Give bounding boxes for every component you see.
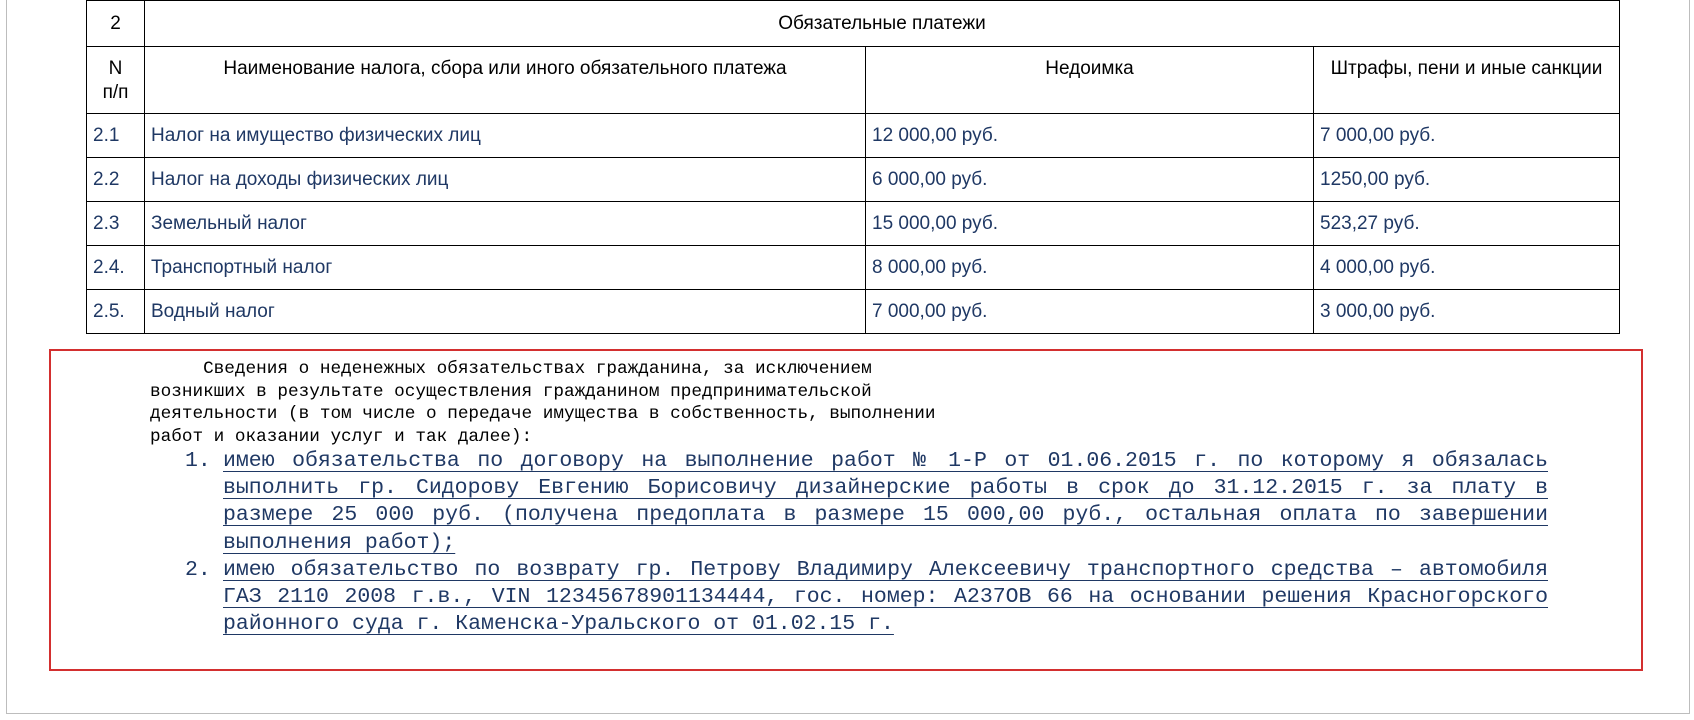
- arrears-value: 8 000,00 руб.: [866, 246, 1314, 290]
- tax-name: Налог на имущество физических лиц: [145, 114, 866, 158]
- list-item-number: 1.: [185, 449, 211, 473]
- table-row: [87, 202, 1620, 246]
- table-row: [87, 246, 1620, 290]
- penalties-value: 3 000,00 руб.: [1314, 290, 1620, 334]
- arrears-value: 7 000,00 руб.: [866, 290, 1314, 334]
- list-item-number: 2.: [185, 557, 211, 582]
- header-number: [87, 47, 145, 114]
- list-item-text: имею обязательство по возврату гр. Петрову Владимиру Алексеевичу транспортного средства – автомобиля ГАЗ 2110 2008 г.в., VIN 12345678901134444, гос. номер: А237ОВ 66 на основании решения Красногорского районного суда г. Каменска-Уральского от 01.02.15 г.: [223, 557, 1548, 637]
- tax-name: Транспортный налог: [145, 246, 866, 290]
- table-row: [87, 158, 1620, 202]
- section-row: [87, 1, 1620, 47]
- list-item: [185, 448, 1548, 557]
- arrears-value: 12 000,00 руб.: [866, 114, 1314, 158]
- tax-name: Земельный налог: [145, 202, 866, 246]
- section-number: 2: [87, 1, 145, 47]
- obligations-list: [185, 448, 1548, 638]
- row-number: 2.4.: [87, 246, 145, 290]
- tax-name: Водный налог: [145, 290, 866, 334]
- header-penalties: Штрафы, пени и иные санкции: [1314, 47, 1620, 114]
- row-number: 2.1: [87, 114, 145, 158]
- arrears-value: 15 000,00 руб.: [866, 202, 1314, 246]
- penalties-value: 7 000,00 руб.: [1314, 114, 1620, 158]
- row-number: 2.2: [87, 158, 145, 202]
- mandatory-payments-table: [86, 0, 1620, 334]
- header-name: Наименование налога, сбора или иного обязательного платежа: [145, 47, 866, 114]
- section-title: Обязательные платежи: [145, 1, 1620, 47]
- tax-name: Налог на доходы физических лиц: [145, 158, 866, 202]
- arrears-value: 6 000,00 руб.: [866, 158, 1314, 202]
- table-row: [87, 114, 1620, 158]
- penalties-value: 4 000,00 руб.: [1314, 246, 1620, 290]
- row-number: 2.3: [87, 202, 145, 246]
- list-item-text: имею обязательства по договору на выполнение работ № 1-Р от 01.06.2015 г. по которому я обязалась выполнить гр. Сидорову Евгению Борисовичу дизайнерские работы в срок до 31.12.2015 г. за плату в размере 25 000 руб. (получена предоплата в размере 15 000,00 руб., остальная оплата по завершении выполнения работ);: [223, 449, 1548, 555]
- header-arrears: Недоимка: [866, 47, 1314, 114]
- penalties-value: 1250,00 руб.: [1314, 158, 1620, 202]
- header-row: [87, 47, 1620, 114]
- list-item: [185, 557, 1548, 639]
- table-row: [87, 290, 1620, 334]
- header-number-label: N п/п: [102, 58, 129, 103]
- non-monetary-obligations-intro: Сведения о неденежных обязательствах гражданина, за исключением возникших в результате осуществления гражданином предпринимательской деятельности (в том числе о передаче имущества в собственность, выполнении работ и оказании услуг и так далее):: [150, 359, 936, 447]
- penalties-value: 523,27 руб.: [1314, 202, 1620, 246]
- row-number: 2.5.: [87, 290, 145, 334]
